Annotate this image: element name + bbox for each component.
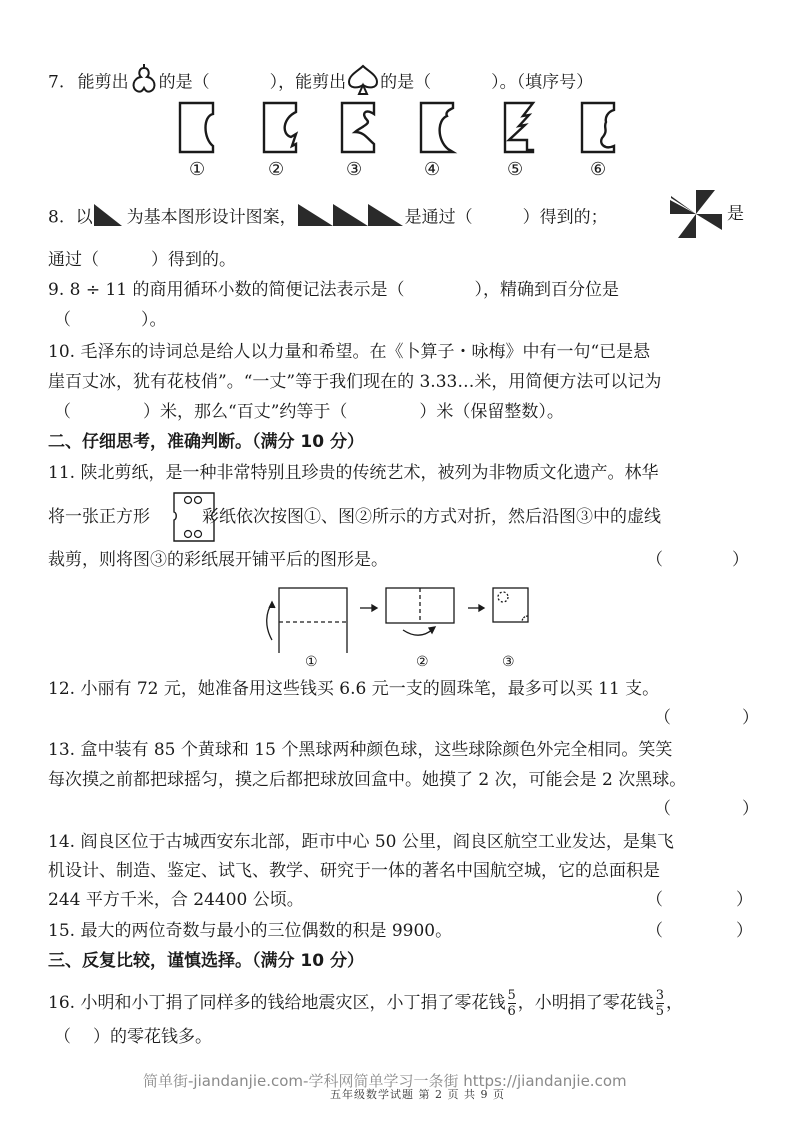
- answer-paren-close[interactable]: ）: [732, 550, 749, 570]
- folded-paper-figures: [175, 100, 625, 155]
- fraction-numerator: 3: [655, 988, 665, 1003]
- answer-paren-open: （: [654, 799, 671, 819]
- question-text: 的是（: [158, 72, 210, 93]
- question-text: 将一张正方形: [48, 507, 150, 527]
- option-label: ③: [346, 159, 363, 180]
- question-9-line2: [54, 309, 167, 331]
- option-label: ①: [189, 159, 206, 180]
- fraction-3-5: [656, 989, 664, 1018]
- spade-shape-icon: [346, 63, 380, 103]
- fraction-denominator: 5: [655, 1004, 665, 1019]
- question-11-line3: 裁剪，则将图③的彩纸展开铺平后的图形是。: [48, 550, 388, 570]
- question-text: 16. 小明和小丁捐了同样多的钱给地震灾区，小丁捐了零花钱: [48, 993, 506, 1013]
- option-label: ②: [268, 159, 285, 180]
- question-text: 是通过（: [404, 207, 473, 228]
- question-text: ，小明捐了零花钱: [517, 993, 654, 1013]
- question-text: 以: [75, 207, 93, 228]
- question-14-line1: 14. 阎良区位于古城西安东北部，距市中心 50 公里，阎良区航空工业发达，是集飞: [48, 832, 674, 852]
- question-8-line2: [48, 249, 236, 271]
- fraction-denominator: 6: [507, 1004, 516, 1019]
- question-8-shi: 是: [727, 204, 744, 224]
- question-14-line3: 244 平方千米，合 24400 公顷。: [48, 890, 304, 910]
- question-text: 彩纸依次按图①、图②所示的方式对折，然后沿图③中的虚线: [202, 507, 661, 527]
- question-text: 能剪出: [77, 72, 129, 93]
- watermark-text: 简单街-jiandanjie.com-学科网简单学习一条街 https://jiandanjie.com: [143, 1072, 627, 1090]
- question-text: ，: [666, 993, 684, 1013]
- question-text: ）得到的；: [522, 207, 608, 228]
- question-text: 9. 8 ÷ 11 的商用循环小数的简便记法表示是（: [48, 280, 405, 300]
- answer-paren-open: （: [646, 921, 663, 941]
- question-10-line1: 10. 毛泽东的诗词总是给人以力量和希望。在《卜算子・咏梅》中有一句“已是悬: [48, 342, 651, 362]
- question-15-line: 15. 最大的两位奇数与最小的三位偶数的积是 9900。: [48, 921, 453, 941]
- option-label: ④: [424, 159, 441, 180]
- answer-paren-close[interactable]: ）: [736, 921, 753, 941]
- question-text: ）得到的。: [151, 250, 236, 270]
- question-11-line1: 11. 陕北剪纸，是一种非常特别且珍贵的传统艺术，被列为非物质文化遗产。林华: [48, 463, 659, 483]
- question-text: （: [54, 310, 71, 330]
- question-16-line2: [54, 1026, 212, 1048]
- question-text: ）米（保留整数）。: [419, 402, 564, 422]
- question-13-line2: 每次摸之前都把球摇匀，摸之后都把球放回盒中。她摸了 2 次，可能会是 2 次黑球。: [48, 770, 687, 790]
- question-number: 7.: [48, 72, 65, 93]
- question-text: ）。（填序号）: [491, 72, 594, 93]
- question-8-line1: [48, 203, 608, 233]
- answer-paren-close[interactable]: ）: [742, 708, 759, 728]
- question-text: ）的零花钱多。: [93, 1027, 212, 1047]
- question-text: ）。: [141, 310, 167, 330]
- answer-paren-close[interactable]: ）: [736, 890, 753, 910]
- question-10-line2: 崖百丈冰，犹有花枝俏”。“一丈”等于我们现在的 3.33…米，用简便方法可以记为: [48, 372, 662, 392]
- triangle-shape-icon: [93, 203, 123, 233]
- question-text: （: [54, 1027, 71, 1047]
- question-14-line2: 机设计、制造、鉴定、试飞、教学、研究于一体的著名中国航空城，它的总面积是: [48, 861, 660, 881]
- page-number: 五年级数学试题 第 2 页 共 9 页: [330, 1088, 505, 1101]
- answer-paren-open: （: [654, 708, 671, 728]
- folding-steps-figure: [260, 578, 540, 657]
- question-7-line: [48, 62, 593, 104]
- answer-paren-open: （: [646, 890, 663, 910]
- figure-label: ③: [502, 654, 515, 670]
- section-3-title: 三、反复比较，谨慎选择。（满分 10 分）: [48, 951, 364, 971]
- answer-paren-close[interactable]: ）: [742, 799, 759, 819]
- gourd-shape-icon: [129, 62, 159, 104]
- question-10-line3: [54, 401, 564, 423]
- figure-label: ①: [305, 654, 318, 670]
- question-13-line1: 13. 盒中装有 85 个黄球和 15 个黑球两种颜色球，这些球除颜色外完全相同。笑笑: [48, 740, 673, 760]
- question-text: （: [54, 402, 71, 422]
- translated-triangles-icon: [297, 203, 405, 233]
- answer-paren-open: （: [646, 550, 663, 570]
- question-text: 为基本图形设计图案，: [126, 207, 297, 228]
- question-11-line2: [48, 506, 661, 528]
- cut-paper-options: [175, 100, 625, 155]
- section-2-title: 二、仔细思考，准确判断。（满分 10 分）: [48, 432, 364, 452]
- question-text: ），能剪出: [269, 72, 347, 93]
- question-text: ），精确到百分位是: [474, 280, 620, 300]
- option-label: ⑤: [507, 159, 524, 180]
- question-16-line1: [48, 989, 683, 1018]
- figure-label: ②: [416, 654, 429, 670]
- pinwheel-shape-icon: [668, 188, 726, 244]
- question-9-line1: [48, 279, 619, 301]
- question-text: 的是（: [380, 72, 432, 93]
- option-label: ⑥: [590, 159, 607, 180]
- question-12-line: 12. 小丽有 72 元，她准备用这些钱买 6.6 元一支的圆珠笔，最多可以买 11 支。: [48, 679, 660, 699]
- question-text: 通过（: [48, 250, 99, 270]
- square-paper-icon: [168, 492, 220, 546]
- question-number: 8.: [48, 207, 65, 228]
- question-text: ）米，那么“百丈”约等于（: [143, 402, 348, 422]
- fraction-numerator: 5: [507, 988, 516, 1003]
- fraction-5-6: [507, 989, 515, 1018]
